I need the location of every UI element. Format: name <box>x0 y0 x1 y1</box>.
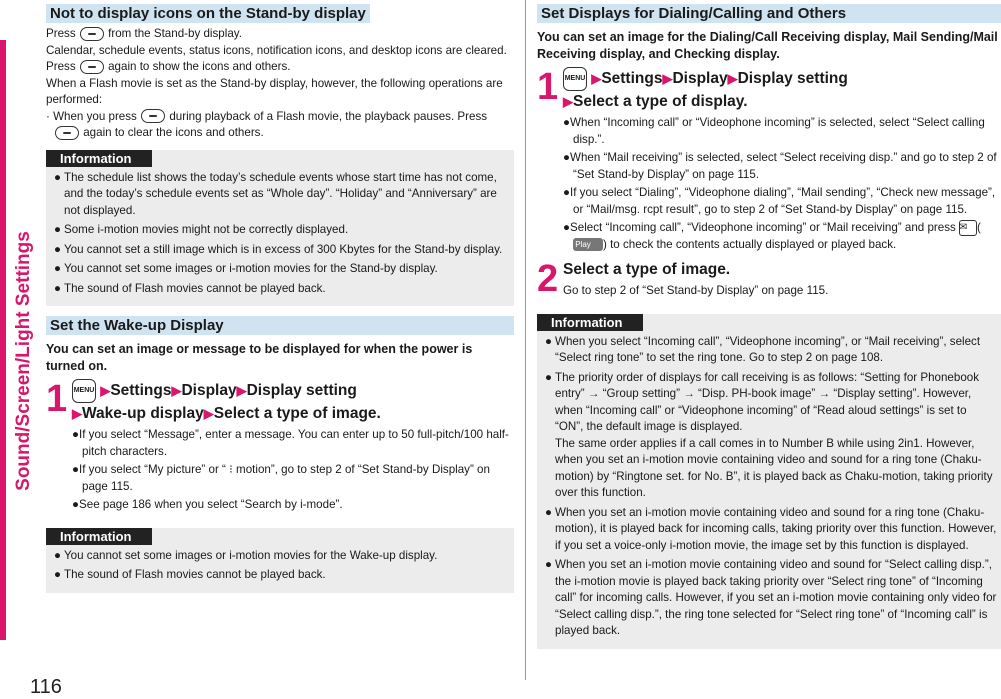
information-label: Information <box>537 314 643 331</box>
arrow-icon: ▶ <box>662 71 673 87</box>
bullet-icon: ● <box>72 498 80 511</box>
step-number: 2 <box>537 258 559 301</box>
bullet-icon: ● <box>54 262 62 275</box>
bullet-icon: ● <box>563 221 571 235</box>
side-tab-label: Sound/Screen/Light Settings <box>13 231 34 491</box>
info-item: ● The schedule list shows the today’s schedule events whose start time has not come, and the today’s schedule events set as “Whole day”. “Holiday” and “Anniversary” are not displayed. <box>54 170 497 217</box>
information-box-dialing <box>537 314 1001 649</box>
info-item: ● You cannot set some images or i-motion movies for the Stand-by display. <box>50 261 510 278</box>
menu-key-icon: MENU <box>563 67 587 91</box>
arrow-icon: ▶ <box>203 406 214 421</box>
bullet-icon: ● <box>54 281 62 295</box>
bullet-icon: ● <box>545 505 553 519</box>
bullet-icon: ● <box>545 558 553 572</box>
side-tab-bar <box>0 40 6 640</box>
step-note: ●See page 186 when you select “Search by i-mode”. <box>72 498 343 511</box>
wakeup-step-1 <box>46 379 514 514</box>
information-box-standby <box>46 150 514 307</box>
step-instruction: Select a type of image. <box>563 261 731 279</box>
step-note: ●When “Incoming call” or “Videophone incoming” is selected, select “Select calling disp.”. <box>563 116 985 146</box>
text: again to show the icons and others. <box>108 60 291 73</box>
bullet-icon: ● <box>54 548 62 562</box>
play-key-icon: Play <box>573 238 603 251</box>
arrow-icon: ▶ <box>563 94 573 109</box>
info-item: ● When you select “Incoming call”, “Videophone incoming”, or “Mail receiving”, select “Select ring tone” to set the ring tone. Go to step 2 on page 108. <box>545 334 981 365</box>
bullet-icon: ● <box>72 463 80 476</box>
step-note: ●If you select “Dialing”, “Videophone dialing”, “Mail sending”, “Check new message”, or “Mail/msg. rcpt result”, go to step 2 of “Set Stand-by Display” on page 115. <box>563 186 996 216</box>
step-note: ●If you select “Message”, enter a message. You can enter up to 50 full-pitch/100 half-pitch characters. <box>72 428 509 458</box>
step-note: ●When “Mail receiving” is selected, select “Select receiving disp.” and go to step 2 of “Set Stand-by Display” on page 115. <box>563 151 997 181</box>
arrow-icon: ▶ <box>72 406 82 421</box>
clear-key-icon <box>80 60 104 74</box>
wakeup-intro: You can set an image or message to be displayed for when the power is turned on. <box>46 342 473 373</box>
bullet-icon: ● <box>54 223 62 236</box>
left-column <box>46 4 514 593</box>
hide-icons-body <box>46 26 514 142</box>
info-item: ● When you set an i-motion movie containing video and sound for “Select calling disp.”, the i-motion movie is played back taking priority over “Select ring tone” of “Incoming call” for incoming calls. However, if you set an i-motion movie containing only video for “Select calling disp.”, the ring tone selected for “Select ring tone” of “Incoming call” is played back. <box>545 558 997 638</box>
bullet-icon: ● <box>545 370 553 384</box>
info-extra: The same order applies if a call comes in to Number B while using 2in1. However, when you set an i-motion movie containing video and sound for a ring tone (Chaku-motion) by “Ringtone set. for No. B”, it is played back as Chaku-motion, taking priority over this function. <box>555 436 993 500</box>
bullet-icon: ● <box>54 568 62 581</box>
bullet-icon: ● <box>563 116 571 129</box>
text: Press <box>46 27 76 40</box>
arrow-icon: ▶ <box>727 71 738 87</box>
dialing-step-1 <box>537 67 1001 253</box>
arrow-icon: ▶ <box>591 71 602 87</box>
info-item: ● The priority order of displays for call receiving is as follows: “Setting for Phonebook entry” → “Group setting” → “Disp. PH-book image” → “Display setting”. However, when “Incoming call” or “Videophone incoming” of “Read aloud settings” is set to “ON”, the default image is displayed. The same order applies if a call comes in to Number B while using 2in1. However, when you set an i-motion movie containing video and sound for a ring tone (Chaku-motion) by “Ringtone set. for No. B”, it is played back as Chaku-motion, taking priority over this function. <box>545 370 993 500</box>
text: again to clear the icons and others. <box>83 126 264 139</box>
information-label: Information <box>46 528 152 545</box>
information-box-wakeup <box>46 528 514 593</box>
step-note: ●Select “Incoming call”, “Videophone incoming” or “Mail receiving” and press ✉ (Play ) to check the contents actually displayed or played back. <box>563 221 981 251</box>
page-number: 116 <box>30 676 62 698</box>
arrow-icon: ▶ <box>236 383 247 399</box>
bullet-icon: ● <box>72 428 80 441</box>
info-item: ● When you set an i-motion movie containing video and sound for a ring tone (Chaku-motion), it is played back for incoming calls, taking priority over this function. However, if you set a voice-only i-motion movie, the image set by this function is displayed. <box>545 505 997 552</box>
text: from the Stand-by display. <box>108 27 242 40</box>
bullet-icon: ● <box>54 242 62 256</box>
info-item: ● You cannot set some images or i-motion movies for the Wake-up display. <box>50 548 510 565</box>
arrow-icon: ▶ <box>100 383 111 399</box>
section-title-dialing: Set Displays for Dialing/Calling and Others <box>537 4 1001 23</box>
info-item: ● Some i-motion movies might not be correctly displayed. <box>50 222 510 239</box>
mail-key-icon: ✉ <box>959 220 977 236</box>
section-title-wakeup: Set the Wake-up Display <box>46 316 514 335</box>
text: during playback of a Flash movie, the playback pauses. Press <box>169 109 488 123</box>
text: · When you press <box>46 109 137 123</box>
section-title-hide-icons: Not to display icons on the Stand-by display <box>46 4 370 23</box>
bullet-icon: ● <box>54 170 62 184</box>
step-instruction: MENU ▶Settings▶Display▶Display setting ▶Select a type of display. <box>563 67 1001 113</box>
text: Calendar, schedule events, status icons, notification icons, and desktop icons are cleared. Press <box>46 43 507 73</box>
right-column <box>537 4 1001 649</box>
info-item: ● You cannot set a still image which is in excess of 300 Kbytes for the Stand-by display. <box>50 242 510 259</box>
bullet-icon: ● <box>545 334 553 348</box>
clear-key-icon <box>141 109 165 123</box>
step-note: ●If you select “My picture” or “ ⁝ motion”, go to step 2 of “Set Stand-by Display” on page 115. <box>72 463 490 493</box>
arrow-icon: ▶ <box>171 383 182 399</box>
step-instruction: MENU ▶Settings▶Display▶Display setting ▶Wake-up display▶Select a type of image. <box>72 379 514 425</box>
side-tab <box>0 0 34 697</box>
info-item: ● The sound of Flash movies cannot be played back. <box>50 567 510 584</box>
clear-key-icon <box>80 27 104 41</box>
dialing-step-2 <box>537 259 1001 300</box>
dialing-intro: You can set an image for the Dialing/Call Receiving display, Mail Sending/Mail Receiving display, and Checking display. <box>537 30 998 61</box>
step-text: Go to step 2 of “Set Stand-by Display” on page 115. <box>563 284 829 298</box>
text: When a Flash movie is set as the Stand-by display, however, the following operations are performed: <box>46 76 503 106</box>
bullet-icon: ● <box>563 186 571 199</box>
info-item: ● The sound of Flash movies cannot be played back. <box>50 281 510 298</box>
menu-key-icon: MENU <box>72 379 96 403</box>
step-number: 1 <box>46 378 68 420</box>
step-number: 1 <box>537 66 559 108</box>
clear-key-icon <box>55 126 79 140</box>
column-divider <box>525 0 526 680</box>
information-label: Information <box>46 150 152 167</box>
bullet-icon: ● <box>563 151 571 164</box>
